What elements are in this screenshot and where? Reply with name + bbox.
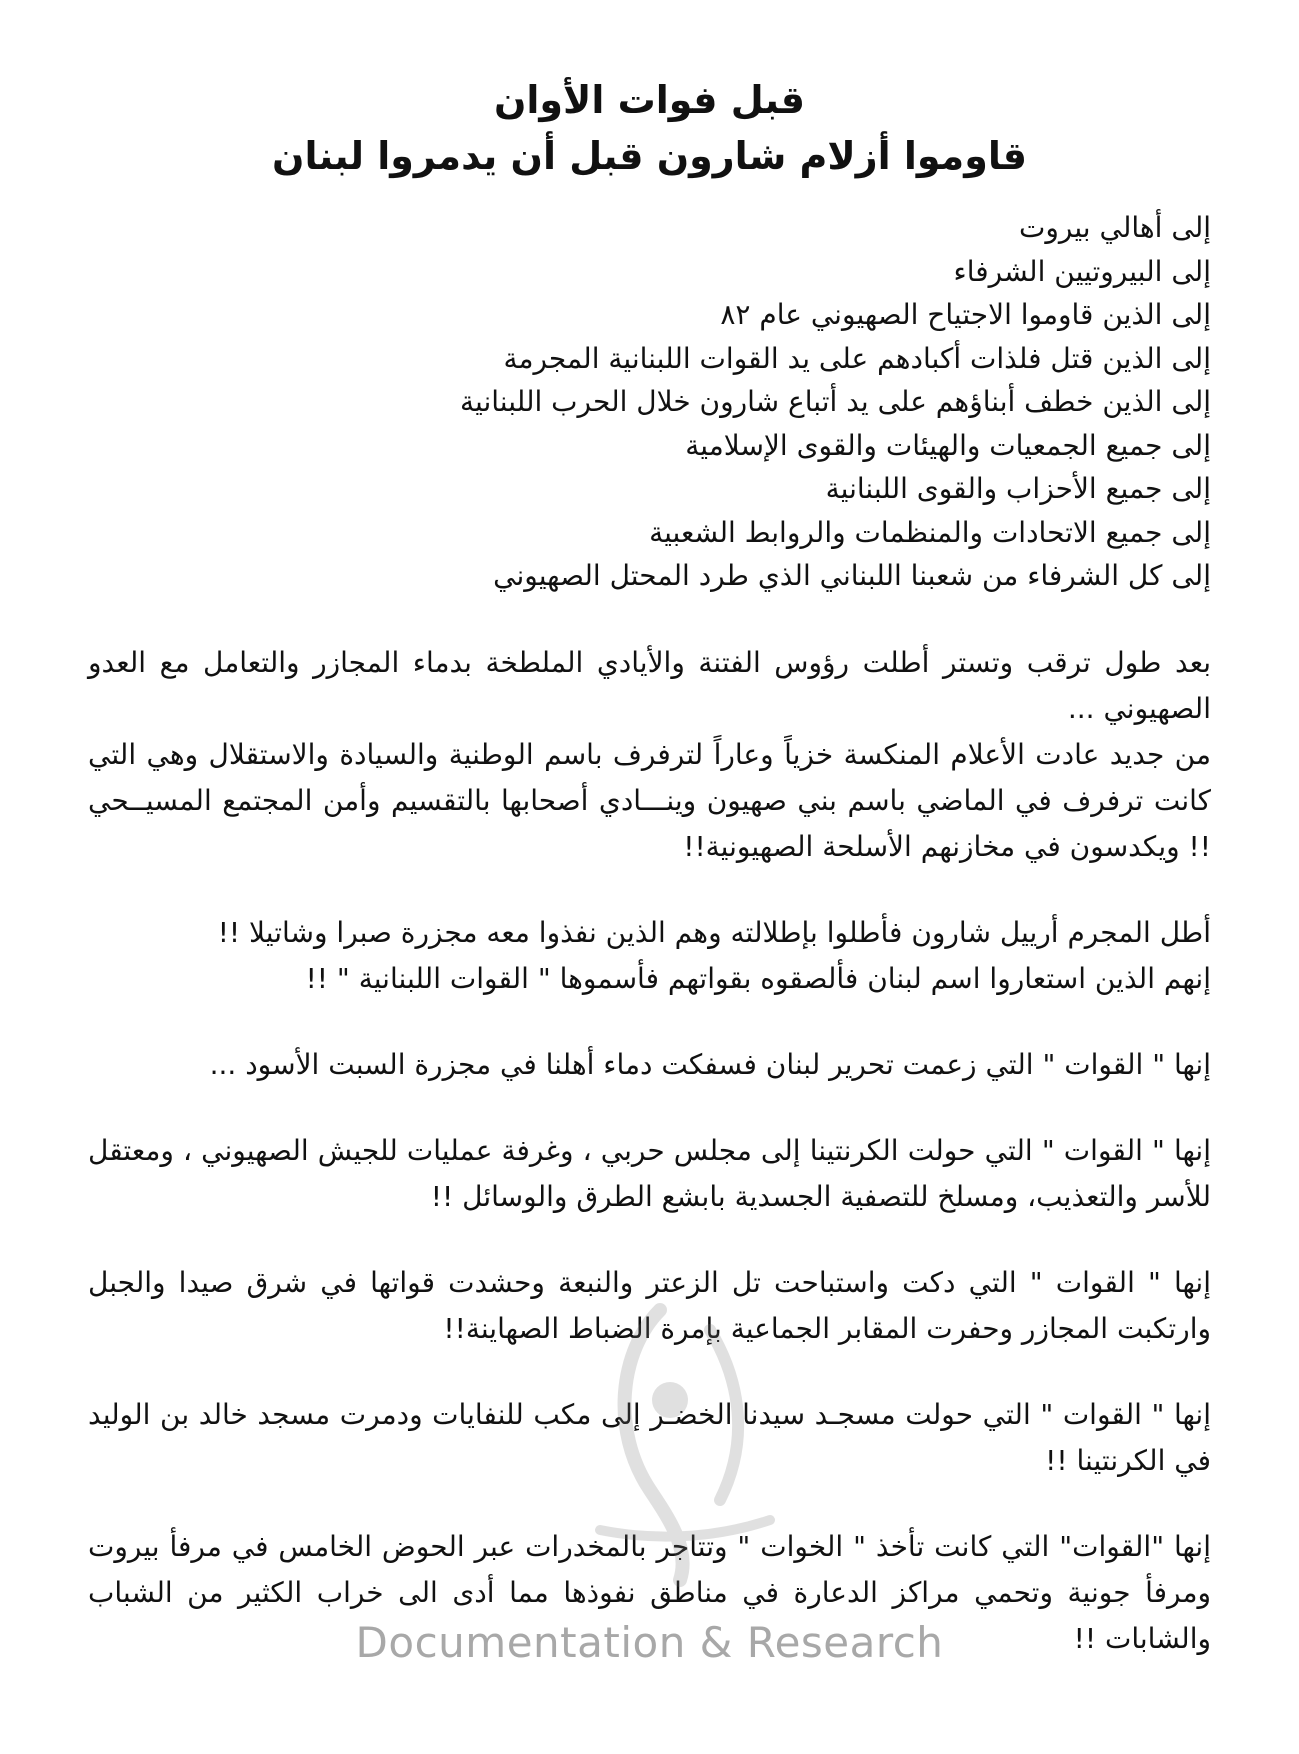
addressee-line: إلى الذين قتل فلذات أكبادهم على يد القوات اللبنانية المجرمة	[503, 341, 1211, 375]
addressee-line: إلى جميع الأحزاب والقوى اللبنانية	[825, 472, 1211, 505]
addressee-line: إلى البيروتيين الشرفاء	[953, 254, 1211, 288]
paragraph: إنهم الذين استعاروا اسم لبنان فألصقوه بقواتهم فأسموها " القوات اللبنانية " !!	[305, 962, 1211, 995]
paragraph: إنها " القوات " التي دكت واستباحت تل الزعتر والنبعة وحشدت قواتها في شرق صيدا والجبل وارتكبت المجازر وحفرت المقابر الجماعية بإمرة الضباط الصهاينة!!	[88, 1266, 1211, 1345]
paragraph: من جديد عادت الأعلام المنكسة خزياً وعاراً لترفرف باسم الوطنية والسيادة والاستقلال وهي التي كانت ترفرف في الماضي باسم بني صهيون وينـــادي أصحابها بالتقسيم وأمن المجتمع المسيــحي !! ويكدسون في مخازنهم الأسلحة الصهيونية!!	[88, 738, 1211, 863]
paragraph: أطل المجرم أرييل شارون فأطلوا بإطلالته وهم الذين نفذوا معه مجزرة صبرا وشاتيلا !!	[217, 916, 1211, 949]
addressee-line: إلى جميع الاتحادات والمنظمات والروابط الشعبية	[649, 515, 1211, 549]
addressee-line: إلى كل الشرفاء من شعبنا اللبناني الذي طرد المحتل الصهيوني	[493, 559, 1211, 592]
paragraph: إنها " القوات " التي حولت مسجـد سيدنا الخضـر إلى مكب للنفايات ودمرت مسجد خالد بن الوليد في الكرنتينا !!	[88, 1398, 1211, 1477]
addressee-line: إلى الذين قاوموا الاجتياح الصهيوني عام ٨٢	[720, 298, 1211, 331]
watermark-logo-icon	[540, 1290, 800, 1590]
addressee-line: إلى جميع الجمعيات والهيئات والقوى الإسلامية	[685, 428, 1211, 462]
paragraph: إنها "القوات" التي كانت تأخذ " الخوات " وتتاجر بالمخدرات عبر الحوض الخامس في مرفأ بيروت ومرفأ جونية وتحمي مراكز الدعارة في مناطق نفوذها مما أدى الى خراب الكثير من الشباب والشابات !!	[88, 1530, 1211, 1655]
paragraph: إنها " القوات " التي حولت الكرنتينا إلى مجلس حربي ، وغرفة عمليات للجيش الصهيوني ، ومعتقل للأسر والتعذيب، ومسلخ للتصفية الجسدية بابشع الطرق والوسائل !!	[88, 1134, 1211, 1213]
title-line-2: قاوموا أزلام شارون قبل أن يدمروا لبنان	[272, 134, 1027, 178]
addressee-line: إلى أهالي بيروت	[1019, 211, 1211, 244]
watermark-text: Documentation & Research	[355, 1618, 944, 1667]
paragraph: بعد طول ترقب وتستر أطلت رؤوس الفتنة والأيادي الملطخة بدماء المجازر والتعامل مع العدو الصهيوني ...	[88, 646, 1211, 725]
title-line-1: قبل فوات الأوان	[493, 78, 806, 122]
addressee-list	[88, 206, 1211, 598]
addressee-line: إلى الذين خطف أبناؤهم على يد أتباع شارون خلال الحرب اللبنانية	[460, 385, 1211, 418]
paragraph: إنها " القوات " التي زعمت تحرير لبنان فسفكت دماء أهلنا في مجزرة السبت الأسود ...	[209, 1048, 1211, 1081]
